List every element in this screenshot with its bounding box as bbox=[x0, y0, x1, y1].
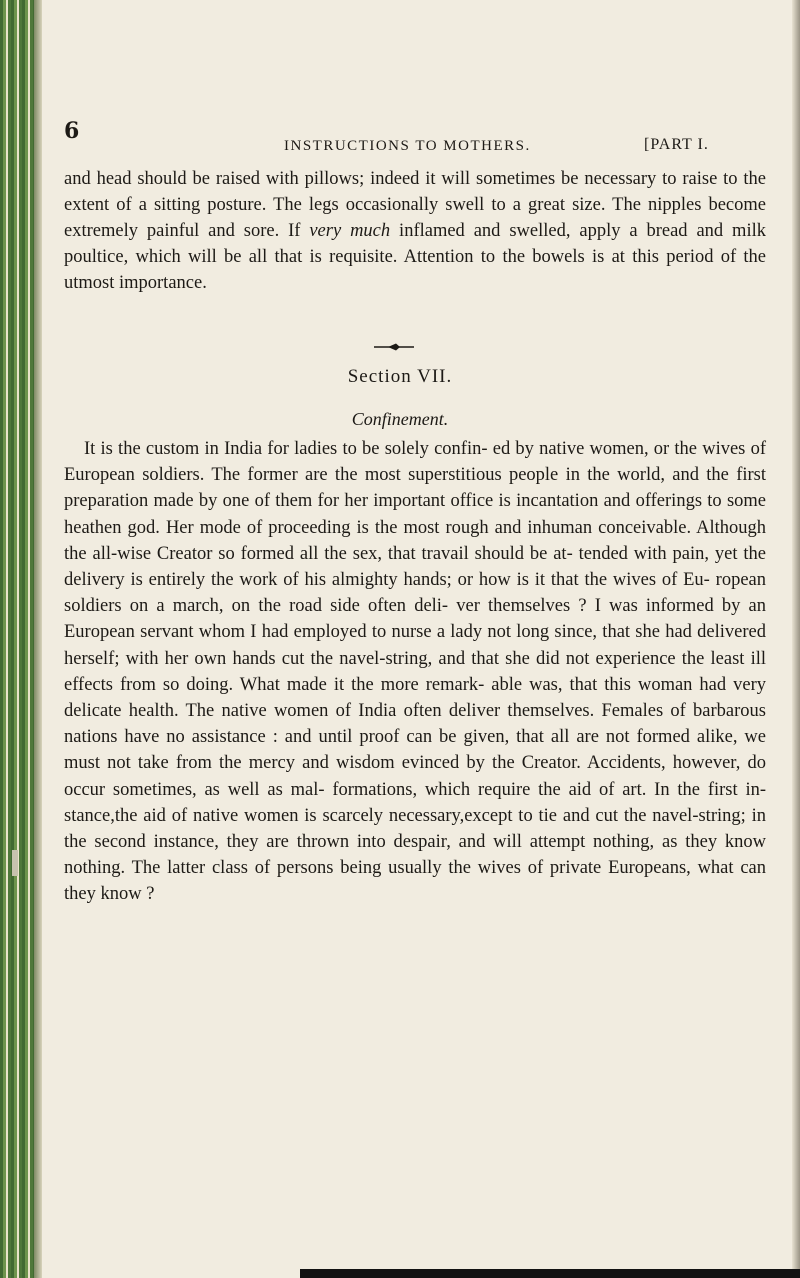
book-binding-edge bbox=[0, 0, 34, 1278]
gutter-shadow bbox=[34, 0, 42, 1278]
page-edge-right bbox=[792, 0, 800, 1278]
binding-mark bbox=[12, 850, 18, 876]
paragraph-text-b: inflamed and swelled, apply a bread and milk poultice, which will be all that is requisite. Attention to the bowels is at this period of the utmost importance. bbox=[64, 221, 766, 293]
emphasis-text: very much bbox=[309, 221, 391, 241]
section-subtitle: Confinement. bbox=[351, 409, 449, 429]
paragraph-text-a: and head should be raised with pillows; indeed it will sometimes be necessary to raise to the extent of a sitting posture. The legs occasionally swell to a great size. The nipples become extremely painful and sore. If bbox=[64, 169, 766, 241]
ornament-divider-icon bbox=[372, 342, 416, 352]
part-label: [PART I. bbox=[644, 136, 709, 153]
page-edge-bottom bbox=[300, 1269, 800, 1278]
section-body-paragraph: It is the custom in India for ladies to be solely confin- ed by native women, or the wives of European soldiers. The former are the most superstitious people in the world, and the first preparation made by one of them for her important office is incantation and offerings to some heathen god. Her mode of proceeding is the most rough and inhuman conceivable. Although the all-wise Creator so formed all the sex, that travail should be at- tended with pain, yet the delivery is entirely the work of his almighty hands; or how is it that the wives of Eu- ropean soldiers on a march, on the road side often deli- ver themselves ? I was informed by an European servant whom I had employed to nurse a lady not long since, that she had delivered herself; with her own hands cut the navel-string, and that she did not experience the least ill effects from so doing. What made it the more remark- able was, that this woman had very delicate health. The native women of India often deliver themselves. Females of barbarous nations have no assistance : and until proof can be given, that all are not formed alike, we must not take from the mercy and wisdom evinced by the Creator. Accidents, however, do occur sometimes, as well as mal- formations, which require the aid of art. In the first in- stance,the aid of native women is scarcely necessary,except to tie and cut the navel-string; in the second instance, they are thrown into despair, and will attempt nothing, as they know nothing. The latter class of persons being usually the wives of private Europeans, what can they know ? bbox=[64, 439, 766, 905]
page-number: 6 bbox=[64, 118, 80, 144]
running-title: INSTRUCTIONS TO MOTHERS. bbox=[284, 138, 531, 154]
paragraph-continued bbox=[64, 166, 766, 296]
section-heading: Section VII. bbox=[347, 366, 453, 387]
running-header bbox=[64, 118, 764, 158]
